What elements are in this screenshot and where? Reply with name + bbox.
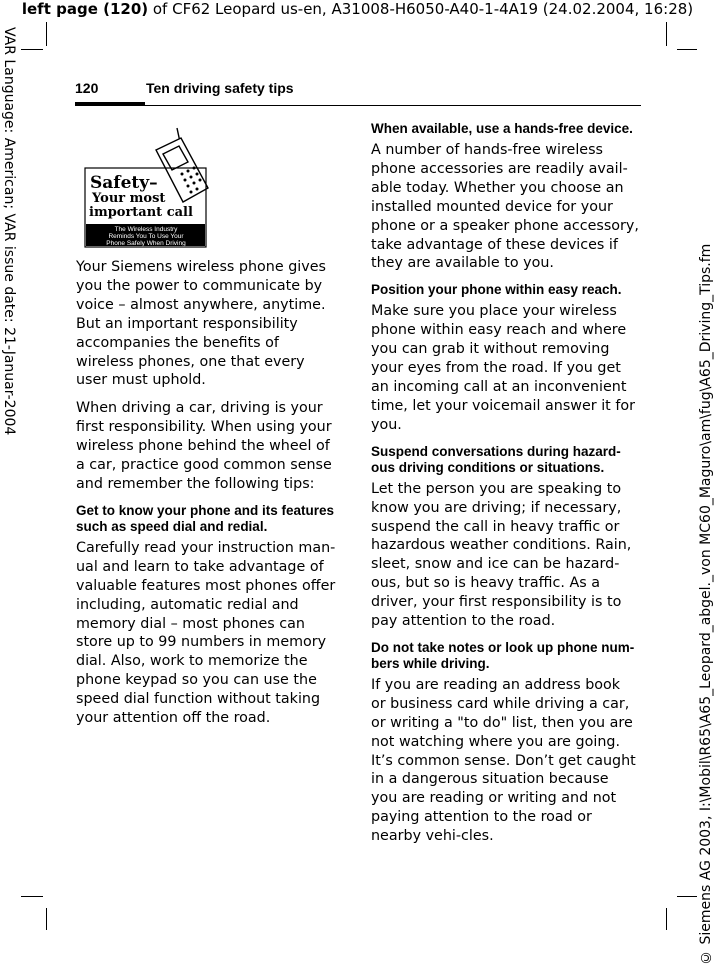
tip-text-position-phone: Make sure you place your wireless phone within easy reach and where you can grab it without removing your eyes from the road. If you get an incoming call at an inconvenient time, let your voicemail answer it for you. bbox=[371, 303, 635, 433]
print-header-bold: left page (120) bbox=[21, 0, 149, 18]
tip-heading-no-notes: Do not take notes or look up phone num-bers while driving. bbox=[371, 639, 635, 671]
left-column bbox=[76, 258, 340, 737]
logo-band-line2: Reminds You To Use Your bbox=[108, 233, 184, 240]
side-text-right: © Siemens AG 2003, I:\Mobil\R65\A65_Leopard_abgel._von MC60_Maguro\am\fug\A65_Driving_Tips.fm bbox=[698, 243, 714, 965]
header-rule-thin bbox=[75, 105, 641, 106]
tip-heading-position-phone: Position your phone within easy reach. bbox=[371, 282, 622, 298]
tip-text-hands-free: A number of hands-free wireless phone accessories are readily avail-able today. Whether you choose an installed mounted device for your phone or a speaker phone accessory, take advantage of these devices if they are available to you. bbox=[371, 142, 639, 272]
side-text-left: VAR Language: American; VAR issue date: 21-Januar-2004 bbox=[1, 27, 17, 436]
tip-heading-suspend: Suspend conversations during hazard-ous driving conditions or situations. bbox=[371, 443, 621, 475]
tip-text-know-phone: Carefully read your instruction man-ual and learn to take advantage of valuable features most phones offer including, automatic redial and memory dial – most phones can store up to 99 numbers in memory dial. Also, work to memorize the phone keypad so you can use the speed dial function without taking your attention off the road. bbox=[76, 539, 336, 727]
tip-text-suspend: Let the person you are speaking to know you are driving; if necessary, suspend the call in heavy traffic or hazardous weather conditions. Rain, sleet, snow and ice can be hazard-ous, but so is heavy traffic. As a driver, your first responsibility is to pay attention to the road. bbox=[371, 480, 632, 630]
crop-mark-top-right-v bbox=[666, 22, 667, 46]
logo-word-important-call: important call bbox=[89, 205, 193, 220]
crop-mark-top-right-h bbox=[677, 49, 697, 50]
crop-mark-bottom-right-v bbox=[666, 908, 667, 930]
logo-band-line3: Phone Safely When Driving bbox=[106, 240, 186, 247]
page-title: Ten driving safety tips bbox=[146, 80, 294, 96]
crop-mark-bottom-left-h bbox=[21, 896, 43, 897]
logo-band-line1: The Wireless Industry bbox=[114, 226, 178, 233]
crop-mark-bottom-left-v bbox=[46, 908, 47, 930]
tip-heading-hands-free: When available, use a hands-free device. bbox=[371, 121, 633, 136]
logo-word-safety: Safety– bbox=[90, 173, 158, 193]
tip-text-no-notes: If you are reading an address book or business card while driving a car, or writing a "to do" list, then you are not watching where you are going. It’s common sense. Don’t get caught in a dangerous situation because you are reading or writing and not paying attention to the road or nearby vehi-cles. bbox=[371, 676, 636, 845]
logo-word-your-most: Your most bbox=[92, 191, 166, 206]
print-header bbox=[0, 0, 715, 18]
crop-mark-bottom-right-h bbox=[677, 896, 697, 897]
right-column bbox=[371, 121, 639, 855]
crop-mark-top-left-v bbox=[46, 22, 47, 46]
tip-heading-know-phone: Get to know your phone and its features such as speed dial and redial. bbox=[76, 502, 335, 534]
driving-paragraph: When driving a car, driving is your first responsibility. When using your wireless phone behind the wheel of a car, practice good common sense and remember the following tips: bbox=[76, 400, 332, 492]
safety-logo-image bbox=[84, 124, 212, 250]
running-head bbox=[75, 80, 641, 100]
intro-paragraph: Your Siemens wireless phone gives you the power to communicate by voice – almost anywhere, anytime. But an important responsibility accompanies the benefits of wireless phones, one that every user must uphold. bbox=[76, 259, 326, 389]
crop-mark-top-left-h bbox=[21, 49, 43, 50]
print-header-rest: of CF62 Leopard us-en, A31008-H6050-A40-1-4A19 (24.02.2004, 16:28) bbox=[148, 0, 694, 18]
page-number: 120 bbox=[75, 80, 99, 96]
